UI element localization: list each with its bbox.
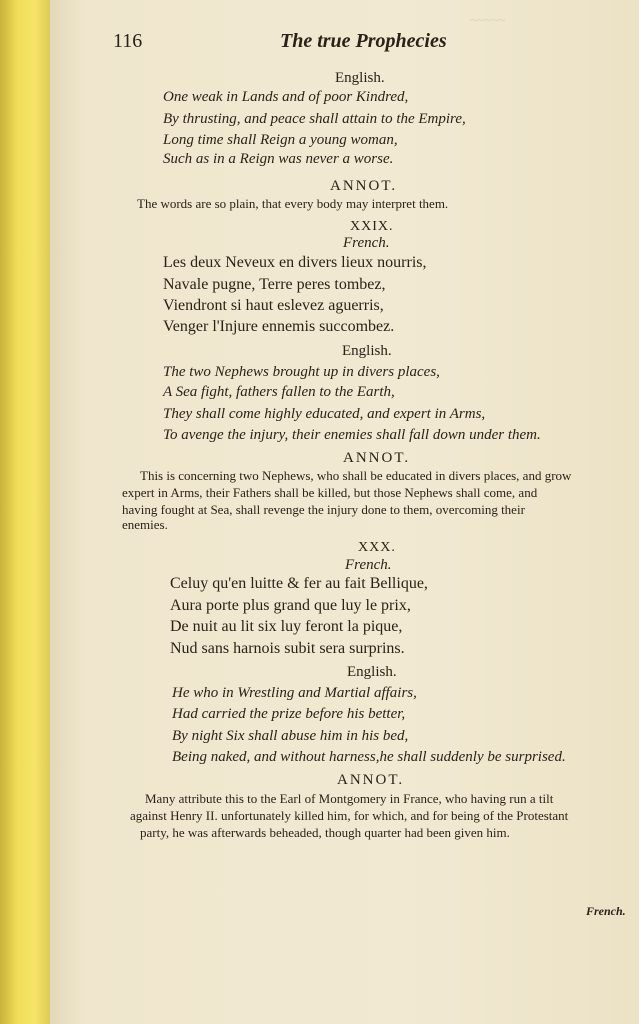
- verse-line: A Sea fight, fathers fallen to the Earth,: [163, 384, 395, 400]
- verse-line: Navale pugne, Terre peres tombez,: [163, 276, 386, 293]
- annot-text: party, he was afterwards beheaded, though quarter had been given him.: [140, 825, 510, 840]
- verse-line: Being naked, and without harness,he shall suddenly be surprised.: [172, 749, 566, 765]
- verse-line: De nuit au lit six luy feront la pique,: [170, 618, 403, 635]
- verse-line: He who in Wrestling and Martial affairs,: [172, 685, 417, 701]
- quatrain-number: XXIX.: [350, 219, 394, 234]
- verse-line: By night Six shall abuse him in his bed,: [172, 728, 409, 744]
- verse-line: Venger l'Injure ennemis succombez.: [163, 318, 395, 335]
- annot-text: enemies.: [122, 517, 168, 532]
- verse-line: Nud sans harnois subit sera surprins.: [170, 640, 405, 657]
- annot-text: having fought at Sea, shall revenge the injury done to them, overcoming their: [122, 502, 525, 517]
- verse-line: Such as in a Reign was never a worse.: [163, 151, 394, 167]
- verse-line: Aura porte plus grand que luy le prix,: [170, 597, 411, 614]
- verse-line: The two Nephews brought up in divers places,: [163, 364, 440, 380]
- annot-heading: ANNOT.: [343, 450, 411, 466]
- annot-text: This is concerning two Nephews, who shall be educated in divers places, and grow: [140, 468, 572, 483]
- english-heading: English.: [342, 343, 392, 359]
- annot-text: Many attribute this to the Earl of Montgomery in France, who having run a tilt: [145, 791, 554, 806]
- verse-line: One weak in Lands and of poor Kindred,: [163, 89, 409, 105]
- show-through-text: ~~~~~: [470, 12, 506, 27]
- running-title: The true Prophecies: [280, 30, 447, 52]
- gilt-page-edge: [0, 0, 51, 1024]
- french-heading: French.: [343, 235, 390, 251]
- annot-text: against Henry II. unfortunately killed him, for which, and for being of the Protestant: [130, 808, 569, 823]
- french-heading: French.: [345, 557, 392, 573]
- verse-line: To avenge the injury, their enemies shall fall down under them.: [163, 427, 541, 443]
- verse-line: Long time shall Reign a young woman,: [163, 132, 398, 148]
- verse-line: Les deux Neveux en divers lieux nourris,: [163, 254, 427, 271]
- english-heading: English.: [347, 664, 397, 680]
- verse-line: Viendront si haut eslevez aguerris,: [163, 297, 384, 314]
- annot-heading: ANNOT.: [337, 772, 405, 788]
- page-number: 116: [113, 30, 143, 52]
- annot-text: The words are so plain, that every body may interpret them.: [137, 196, 449, 211]
- verse-line: Celuy qu'en luitte & fer au fait Bellique,: [170, 575, 428, 592]
- verse-line: By thrusting, and peace shall attain to the Empire,: [163, 111, 466, 127]
- catchword: French.: [586, 904, 626, 918]
- verse-line: They shall come highly educated, and expert in Arms,: [163, 406, 486, 422]
- annot-heading: ANNOT.: [330, 178, 398, 194]
- annot-text: expert in Arms, their Fathers shall be killed, but those Nephews shall come, and: [122, 485, 538, 500]
- verse-line: Had carried the prize before his better,: [172, 706, 406, 722]
- quatrain-number: XXX.: [358, 540, 396, 555]
- english-heading: English.: [335, 70, 385, 86]
